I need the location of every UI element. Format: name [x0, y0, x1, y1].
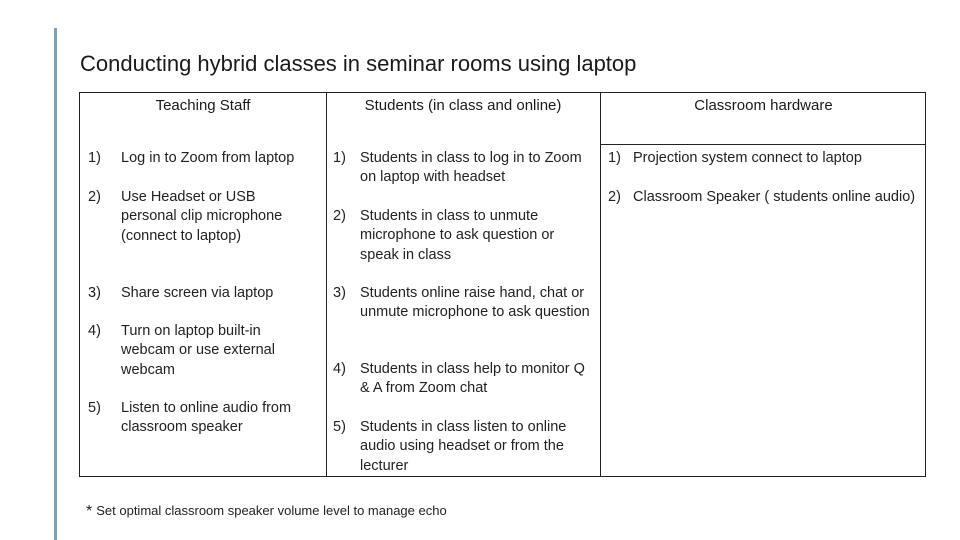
students-item-text: Students in class listen to online audio using headset or from the lecturer — [360, 419, 567, 474]
students-item-text: Students online raise hand, chat or unmute microphone to ask question — [360, 285, 590, 321]
hardware-item-text: Projection system connect to laptop — [633, 150, 862, 166]
students-item-text: Students in class help to monitor Q & A from Zoom chat — [360, 361, 585, 397]
staff-item-text: Listen to online audio from classroom speaker — [121, 400, 292, 436]
footnote-asterisk: * — [86, 503, 93, 520]
students-item-text: Students in class to unmute microphone to ask question or speak in class — [360, 208, 555, 263]
staff-item-number: 1) — [88, 150, 101, 166]
header-classroom-hardware: Classroom hardware — [694, 97, 833, 114]
staff-item-text: Turn on laptop built-in webcam or use external webcam — [121, 323, 275, 378]
hardware-item-number: 1) — [608, 150, 621, 166]
students-item-number: 1) — [333, 150, 346, 166]
footnote — [86, 503, 447, 521]
column-divider — [600, 93, 601, 476]
staff-item-number: 2) — [88, 189, 101, 205]
slide-title: Conducting hybrid classes in seminar rooms using laptop — [80, 51, 637, 76]
footnote-text: Set optimal classroom speaker volume level to manage echo — [96, 503, 447, 518]
staff-item-text: Use Headset or USB personal clip microphone (connect to laptop) — [121, 189, 283, 244]
hardware-item-text: Classroom Speaker ( students online audio) — [633, 189, 916, 205]
students-item-text: Students in class to log in to Zoom on laptop with headset — [360, 150, 582, 186]
students-item-number: 3) — [333, 285, 346, 301]
students-item-number: 4) — [333, 361, 346, 377]
header-students: Students (in class and online) — [364, 97, 562, 114]
staff-item-number: 5) — [88, 400, 101, 416]
header-teaching-staff: Teaching Staff — [155, 97, 251, 114]
students-item-number: 2) — [333, 208, 346, 224]
staff-item-number: 3) — [88, 285, 101, 301]
header-divider — [600, 144, 925, 145]
instructions-table — [79, 92, 926, 477]
staff-item-text: Share screen via laptop — [121, 285, 274, 301]
column-divider — [326, 93, 327, 476]
students-item-number: 5) — [333, 419, 346, 435]
hardware-item-number: 2) — [608, 189, 621, 205]
left-accent-bar — [54, 28, 57, 540]
staff-item-text: Log in to Zoom from laptop — [121, 150, 295, 166]
staff-item-number: 4) — [88, 323, 101, 339]
